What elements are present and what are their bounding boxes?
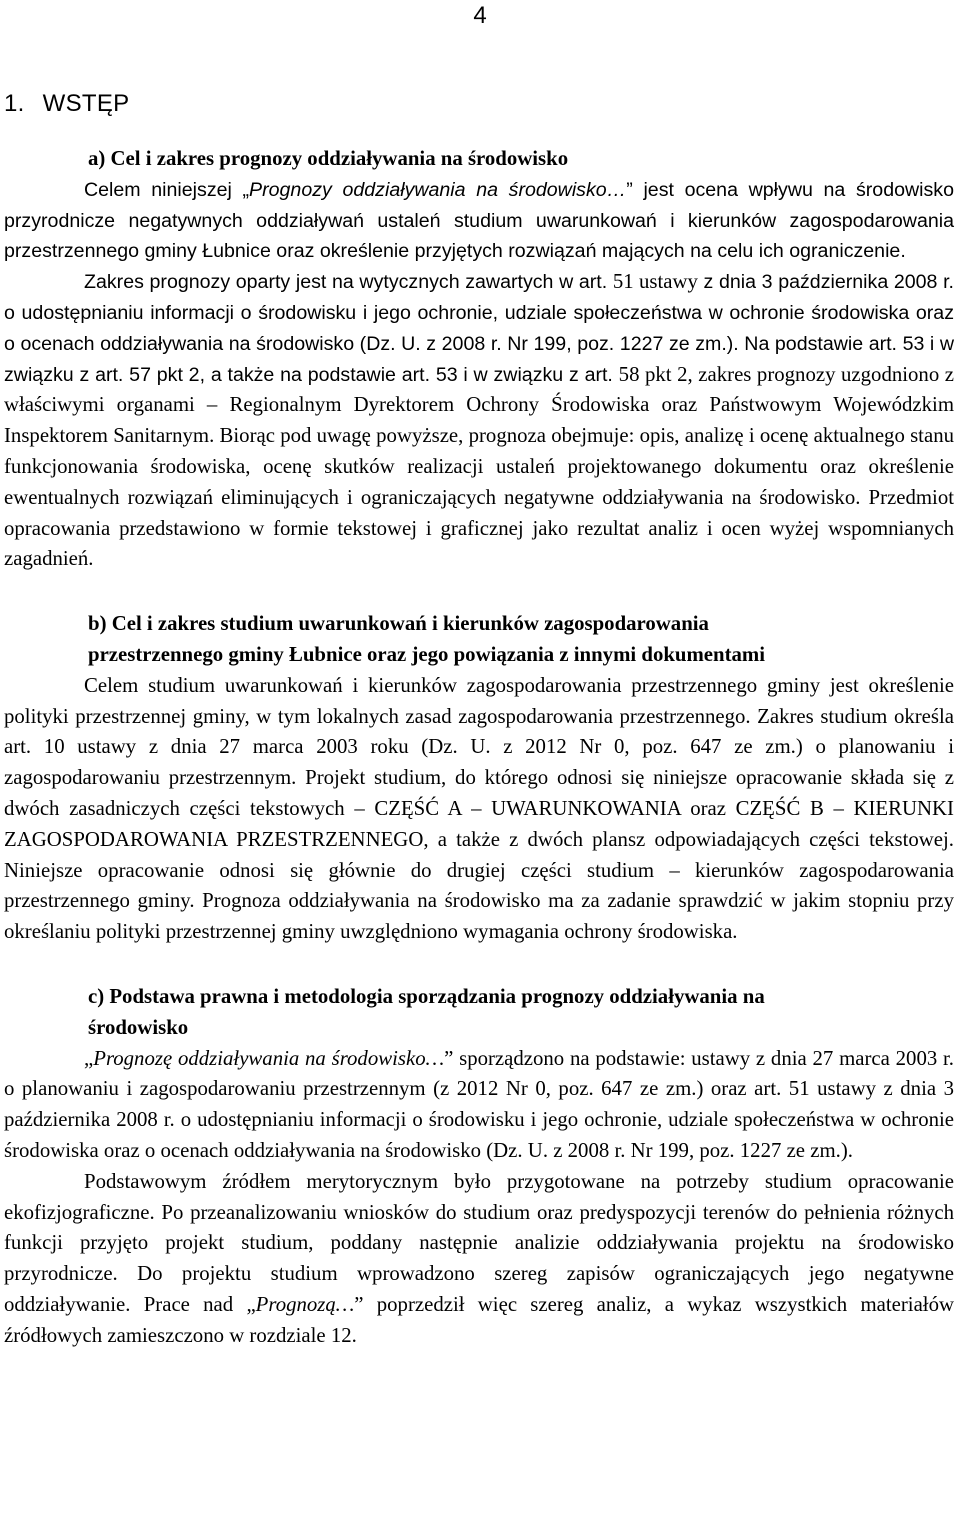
section-c [4,982,954,1352]
text-run: Podstawowym źródłem merytorycznym było przygotowane na potrzeby studium opracowanie ekofizjograficzne. Po przeanalizowaniu wniosków do studium oraz predyspozycji terenów do pełnienia różnych funkcji przyjęto projekt studium, poddany następnie analizie oddziaływania projektu na środowisko przyrodnicze. Do projektu studium wprowadzono szereg zapisów ograniczających jego negatywne oddziaływanie. Prace nad „ [4,1169,954,1316]
section-b-heading-line-1: b) Cel i zakres studium uwarunkowań i kierunków zagospodarowania [88,612,709,636]
text-run: 58 pkt 2, zakres prognozy uzgodniono z właściwymi organami – Regionalnym Dyrektorem Ochrony Środowiska oraz Państwowym Wojewódzkim Inspektorem Sanitarnym. Biorąc pod uwagę powyższe, prognoza obejmuje: opis, analizę i ocenę aktualnego stanu funkcjonowania środowiska, ocenę skutków realizacji ustaleń projektowanego dokumentu oraz określenie ewentualnych rozwiązań eliminujących i ograniczających negatywne oddziaływania na środowisko. Przedmiot opracowania przedstawiono w formie tekstowej i graficznej jako rezultat analiz i ocen wyżej wspomnianych zagadnień. [4,362,955,571]
text-run: ” sporządzono na podstawie: ustawy z dnia 27 marca 2003 r. o planowaniu i zagospodarowaniu przestrzennym (z 2012 Nr 0, poz. 647 ze zm.) oraz art. 51 ustawy z dnia 3 października 2008 r. o udostępnianiu informacji o środowisku i jego ochronie, udziale społeczeństwa w ochronie środowiska oraz o ocenach oddziaływania na środowisko (Dz. U. z 2008 r. Nr 199, poz. 1227 ze zm.). [4,1046,954,1162]
italic-title: Prognozę oddziaływania na środowisko… [93,1046,445,1070]
chapter-title-text: WSTĘP [42,90,130,117]
text-run: Zakres prognozy oparty jest na wytycznych zawartych w art. [84,271,613,294]
chapter-title [4,90,129,118]
text-run: 51 ustawy [612,270,698,294]
text-run: z dnia 3 października 2008 r. o udostępnianiu informacji o środowisku i jego ochronie, udziale społeczeństwa w ochronie środowiska oraz o ocenach oddziaływania na środowisko (Dz. U. z 2008 r. Nr 199, poz. 1227 ze zm.). Na podstawie art. 53 i w związku z art. 57 pkt 2, a także na podstawie art. 53 i w związku z art. [4,271,954,386]
section-c-paragraph-1 [4,1044,954,1167]
page-number: 4 [473,2,487,29]
italic-title: Prognozy oddziaływania na środowisko… [249,178,627,201]
section-b-heading-line-2: przestrzennego gminy Łubnice oraz jego powiązania z innymi dokumentami [88,642,766,666]
section-c-heading-line-2: środowisko [88,1015,189,1039]
text-run: ” jest ocena wpływu na środowisko przyrodnicze negatywnych oddziaływań ustaleń studium uwarunkowań i kierunków zagospodarowania przestrzennego gminy Łubnice oraz określenie przyjętych rozwiązań mających na celu ich ograniczenie. [4,178,954,263]
section-a-paragraph-1 [4,175,954,267]
text-run: ” poprzedził więc szereg analiz, a wykaz wszystkich materiałów źródłowych zamieszczono w rozdziale 12. [4,1292,954,1347]
italic-title: Prognozą… [255,1292,355,1316]
text-run: „ [84,1046,94,1070]
section-b [4,609,954,948]
section-a-paragraph-2 [4,267,954,575]
section-a-heading: a) Cel i zakres prognozy oddziaływania na środowisko [88,147,569,170]
chapter-number: 1. [4,90,25,117]
section-a [4,144,954,575]
text-run: Celem niniejszej „ [84,178,250,201]
document-body [4,144,954,1351]
section-c-heading-line-1: c) Podstawa prawna i metodologia sporządzania prognozy oddziaływania na [88,984,765,1008]
section-b-paragraph-1: Celem studium uwarunkowań i kierunków zagospodarowania przestrzennego gminy jest określenie polityki przestrzennej gminy, w tym lokalnych zasad zagospodarowania przestrzennego. Zakres studium określa art. 10 ustawy z dnia 27 marca 2003 roku (Dz. U. z 2012 Nr 0, poz. 647 ze zm.) o planowaniu i zagospodarowaniu przestrzennym. Projekt studium, do którego odnosi się niniejsze opracowanie składa się z dwóch zasadniczych części tekstowych – CZĘŚĆ A – UWARUNKOWANIA oraz CZĘŚĆ B – KIERUNKI ZAGOSPODAROWANIA PRZESTRZENNEGO, a także z dwóch plansz odpowiadających części tekstowej. Niniejsze opracowanie odnosi się głównie do drugiej części studium – kierunków zagospodarowania przestrzennego gminy. Prognoza oddziaływania na środowisko ma za zadanie sprawdzić w jakim stopniu przy określaniu polityki przestrzennej gminy uwzględniono wymagania ochrony środowiska. [4,673,954,944]
section-c-paragraph-2 [4,1167,954,1352]
